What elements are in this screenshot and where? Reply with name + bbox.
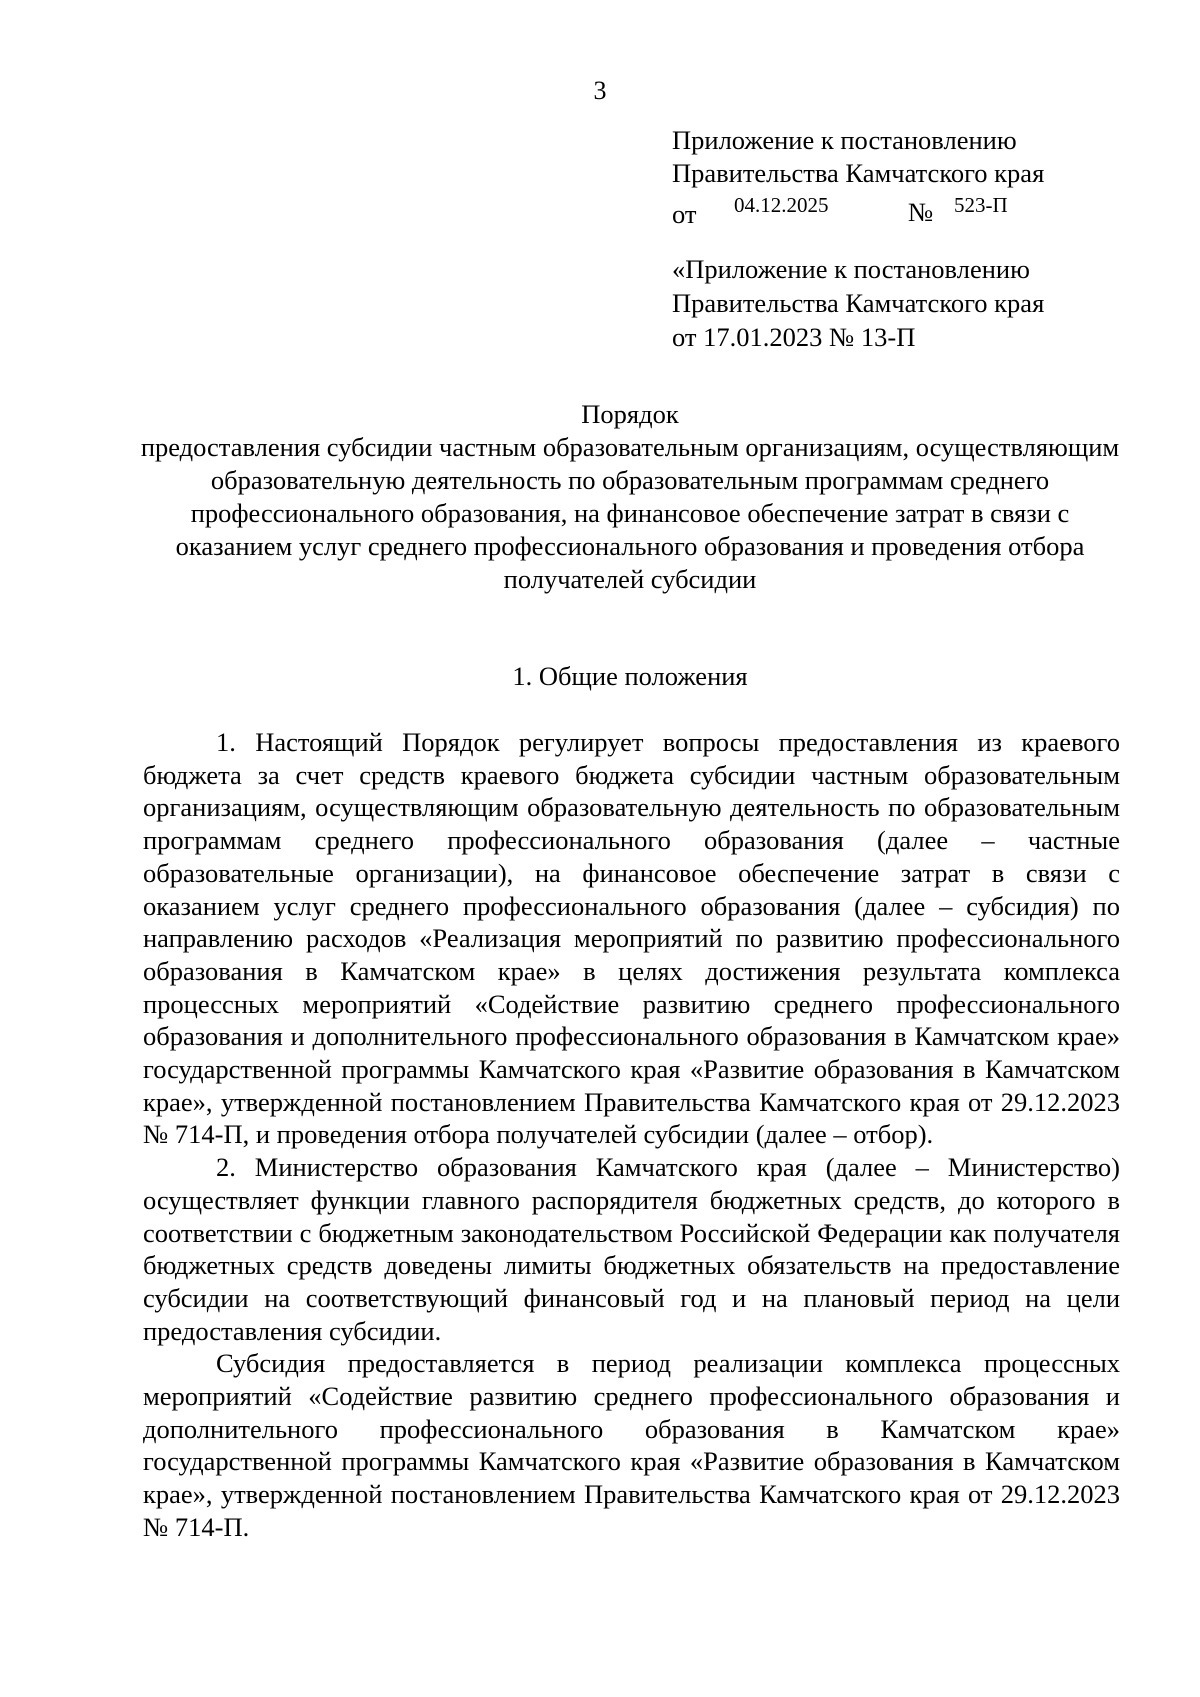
approval-from-label: от: [672, 199, 697, 229]
approval-date-line: [672, 190, 1152, 229]
previous-approval-line-3: от 17.01.2023 № 13-П: [672, 322, 916, 352]
previous-approval-line-2: Правительства Камчатского края: [672, 288, 1045, 318]
approval-line-1: Приложение к постановлению: [672, 125, 1017, 155]
document-title-block: [130, 398, 1130, 596]
approval-number: 523-П: [954, 193, 1008, 217]
section-title: 1. Общие положения: [512, 661, 748, 691]
document-subtitle: предоставления субсидии частным образовательным организациям, осуществляющим образовательную деятельность по образовательным программам среднего профессионального образования, на финансовое обеспечение затрат в связи с оказанием услуг среднего профессионального образования и проведения отбора получателей субсидии: [140, 432, 1120, 594]
previous-approval-block: [672, 252, 1152, 354]
paragraph: 1. Настоящий Порядок регулирует вопросы предоставления из краевого бюджета за счет средств краевого бюджета субсидии частным образовательным организациям, осуществляющим образовательную деятельность по образовательным программам среднего профессионального образования (далее – частные образовательные организации), на финансовое обеспечение затрат в связи с оказанием услуг среднего профессионального образования (далее – субсидия) по направлению расходов «Реализация мероприятий по развитию профессионального образования в Камчатском крае» в целях достижения результата комплекса процессных мероприятий «Содействие развитию среднего профессионального образования и дополнительного профессионального образования в Камчатском крае» государственной программы Камчатского края «Развитие образования в Камчатском крае», утвержденной постановлением Правительства Камчатского края от 29.12.2023 № 714-П, и проведения отбора получателей субсидии (далее – отбор).: [143, 727, 1120, 1150]
previous-approval-line-1: «Приложение к постановлению: [672, 254, 1030, 284]
approval-date: 04.12.2025: [734, 193, 829, 217]
page-number: 3: [593, 76, 607, 105]
document-heading: Порядок: [581, 399, 679, 429]
paragraph: 2. Министерство образования Камчатского края (далее – Министерство) осуществляет функции главного распорядителя бюджетных средств, до которого в соответствии с бюджетным законодательством Российской Федерации как получателя бюджетных средств доведены лимиты бюджетных обязательств на предоставление субсидии на соответствующий финансовый год и на плановый период на цели предоставления субсидии.: [143, 1152, 1120, 1346]
document-body: [143, 726, 1120, 1544]
approval-line-2: Правительства Камчатского края: [672, 158, 1045, 188]
approval-number-sign: №: [908, 197, 934, 227]
approval-block: [672, 124, 1152, 229]
paragraph: Субсидия предоставляется в период реализации комплекса процессных мероприятий «Содействие развитию среднего профессионального образования и дополнительного профессионального образования в Камчатском крае» государственной программы Камчатского края «Развитие образования в Камчатском крае», утвержденной постановлением Правительства Камчатского края от 29.12.2023 № 714-П.: [143, 1348, 1120, 1542]
